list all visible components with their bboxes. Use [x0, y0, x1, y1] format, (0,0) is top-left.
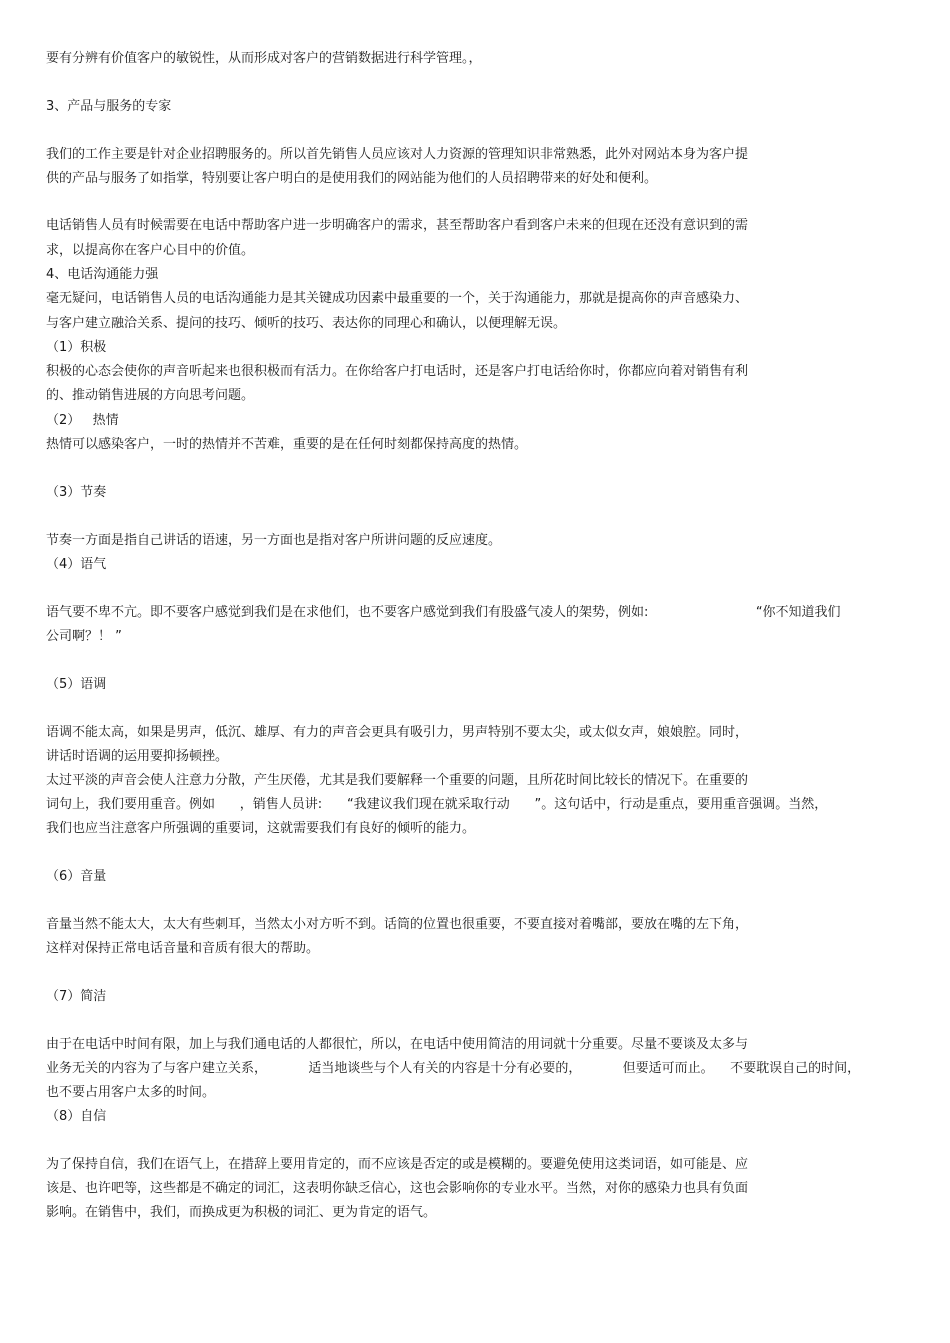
text-line: 热情可以感染客户，一时的热情并不苦难，重要的是在任何时刻都保持高度的热情。 — [46, 437, 528, 452]
text-line: 电话销售人员有时候需要在电话中帮助客户进一步明确客户的需求，甚至帮助客户看到客户未来的但现在还没有意识到的需 — [46, 218, 749, 233]
subsection-heading: （5）语调 — [46, 677, 107, 692]
text-line: 词句上，我们要用重音。例如 ，销售人员讲: “我建议我们现在就采取行动 ”。这句话中，行动是重点，要用重音强调。当然， — [46, 797, 828, 812]
subsection-heading: （7）简洁 — [46, 989, 107, 1004]
subsection-heading: （1）积极 — [46, 340, 107, 355]
text-line: 由于在电话中时间有限，加上与我们通电话的人都很忙，所以，在电话中使用简洁的用词就十分重要。尽量不要谈及太多与 — [46, 1037, 749, 1052]
text-line: 该是、也许吧等，这些都是不确定的词汇，这表明你缺乏信心，这也会影响你的专业水平。当然，对你的感染力也具有负面 — [46, 1181, 749, 1196]
text-line: 我们也应当注意客户所强调的重要词，这就需要我们有良好的倾听的能力。 — [46, 821, 476, 836]
text-line: 与客户建立融洽关系、提问的技巧、倾听的技巧、表达你的同理心和确认，以便理解无误。 — [46, 316, 567, 331]
text-line: 语调不能太高，如果是男声，低沉、雄厚、有力的声音会更具有吸引力，男声特别不要太尖，或太似女声，娘娘腔。同时， — [46, 725, 749, 740]
text-line: 这样对保持正常电话音量和音质有很大的帮助。 — [46, 941, 320, 956]
text-line: 要有分辨有价值客户的敏锐性，从而形成对客户的营销数据进行科学管理。， — [46, 51, 482, 66]
text-line: 我们的工作主要是针对企业招聘服务的。所以首先销售人员应该对人力资源的管理知识非常熟悉，此外对网站本身为客户提 — [46, 147, 749, 162]
text-line: 也不要占用客户太多的时间。 — [46, 1085, 216, 1100]
text-line: 公司啊？！ ” — [46, 629, 122, 644]
text-line: 节奏一方面是指自己讲话的语速，另一方面也是指对客户所讲问题的反应速度。 — [46, 533, 502, 548]
text-line: 为了保持自信，我们在语气上，在措辞上要用肯定的，而不应该是否定的或是模糊的。要避免使用这类词语，如可能是、应 — [46, 1157, 749, 1172]
text-line: 太过平淡的声音会使人注意力分散，产生厌倦，尤其是我们要解释一个重要的问题，且所花时间比较长的情况下。在重要的 — [46, 773, 749, 788]
text-line: 供的产品与服务了如指掌，特别要让客户明白的是使用我们的网站能为他们的人员招聘带来的好处和便利。 — [46, 171, 658, 186]
section-heading: 3、产品与服务的专家 — [46, 99, 172, 114]
subsection-heading: （2） 热情 — [46, 413, 119, 428]
text-line: 讲话时语调的运用要抑扬顿挫。 — [46, 749, 229, 764]
text-line: 毫无疑问，电话销售人员的电话沟通能力是其关键成功因素中最重要的一个，关于沟通能力，那就是提高你的声音感染力、 — [46, 291, 749, 306]
text-line: 的、推动销售进展的方向思考问题。 — [46, 388, 255, 403]
text-line: 积极的心态会使你的声音听起来也很积极而有活力。在你给客户打电话时，还是客户打电话给你时，你都应向着对销售有利 — [46, 364, 749, 379]
section-heading: 4、电话沟通能力强 — [46, 267, 159, 282]
text-line: 语气要不卑不亢。即不要客户感觉到我们是在求他们，也不要客户感觉到我们有股盛气凌人的架势，例如: “你不知道我们 — [46, 605, 841, 620]
text-line: 影响。在销售中，我们，而换成更为积极的词汇、更为肯定的语气。 — [46, 1205, 437, 1220]
subsection-heading: （8）自信 — [46, 1109, 107, 1124]
subsection-heading: （6）音量 — [46, 869, 107, 884]
text-line: 音量当然不能太大，太大有些刺耳，当然太小对方听不到。话筒的位置也很重要，不要直接对着嘴部，要放在嘴的左下角， — [46, 917, 749, 932]
subsection-heading: （3）节奏 — [46, 485, 107, 500]
subsection-heading: （4）语气 — [46, 557, 107, 572]
text-line: 业务无关的内容为了与客户建立关系， 适当地谈些与个人有关的内容是十分有必要的， 但要适可而止。 不要耽误自己的时间， — [46, 1061, 861, 1076]
text-line: 求，以提高你在客户心目中的价值。 — [46, 243, 255, 258]
